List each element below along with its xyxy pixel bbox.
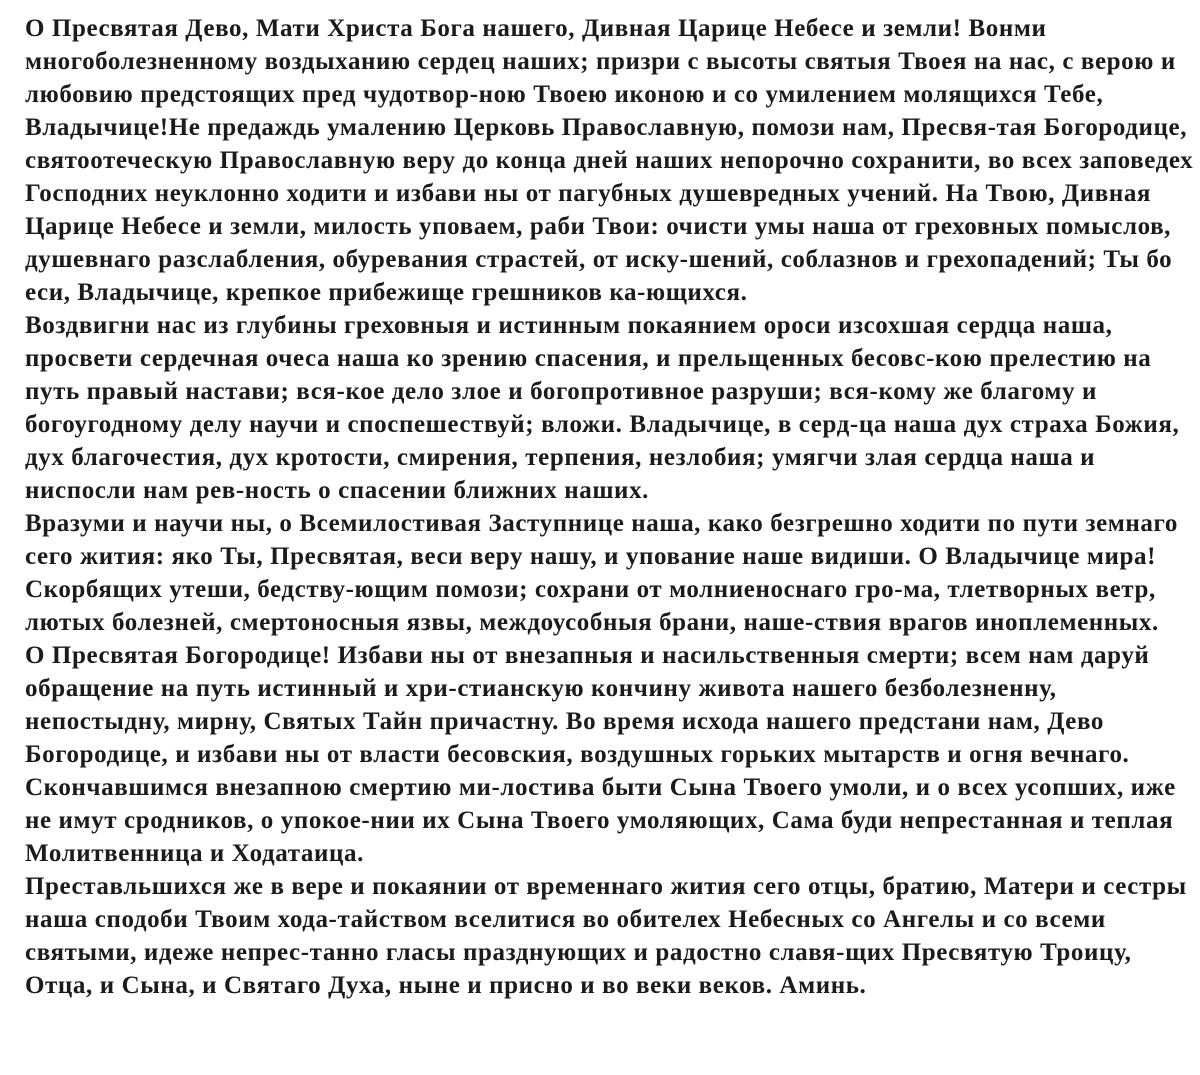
- prayer-paragraph-3: Вразуми и научи ны, о Всемилостивая Заступнице наша, како безгрешно ходити по пути земнаго сего жития: яко Ты, Пресвятая, веси веру нашу, и упование наше видиши. О Владычице мира! Скорбящих утеши, бедству-ющим помози; сохрани от молниеноснаго гро-ма, тлетворных ветр, лютых болезней, смертоносныя язвы, междоусобныя брани, наше-ствия врагов иноплеменных.: [25, 510, 1178, 636]
- prayer-paragraph-4: О Пресвятая Богородице! Избави ны от внезапныя и насильственныя смерти; всем нам даруй обращение на путь истинный и хри-стианскую кончину живота нашего безболезненну, непостыдну, мирну, Святых Тайн причастну. Во время исхода нашего предстани нам, Дево Богородице, и избави ны от власти бесовския, воздушных горьких мытарств и огня вечнаго. Скончавшимся внезапною смертию ми-лостива быти Сына Твоего умоли, и о всех усопших, иже не имут сродников, о упокое-нии их Сына Твоего умоляющих, Сама буди непрестанная и теплая Молитвенница и Ходатаица.: [25, 642, 1176, 867]
- prayer-paragraph-2: Воздвигни нас из глубины греховныя и истинным покаянием ороси изсохшая сердца наша, просвети сердечная очеса наша ко зрению спасения, и прельщенных бесовс-кою прелестию на путь правый настави; вся-кое дело злое и богопротивное разруши; вся-кому же благому и богоугодному делу научи и споспешествуй; вложи. Владычице, в серд-ца наша дух страха Божия, дух благочестия, дух кротости, смирения, терпения, незлобия; умягчи злая сердца наша и ниспосли нам рев-ность о спасении ближних наших.: [25, 312, 1180, 504]
- prayer-paragraph-1: О Пресвятая Дево, Мати Христа Бога нашего, Дивная Царице Небесе и земли! Вонми многоболезненному воздыханию сердец наших; призри с высоты святыя Твоея на нас, с верою и любовию предстоящих пред чудотвор-ною Твоею иконою и со умилением молящихся Тебе, Владычице!Не предаждь умалению Церковь Православную, помози нам, Пресвя-тая Богородице, святоотеческую Православную веру до конца дней наших непорочно сохранити, во всех заповедех Господних неуклонно ходити и избави ны от пагубных душевредных учений. На Твою, Дивная Царице Небесе и земли, милость уповаем, раби Твои: очисти умы наша от греховных помыслов, душевнаго разслабления, обуревания страстей, от иску-шений, соблазнов и грехопадений; Ты бо еси, Владычице, крепкое прибежище грешников ка-ющихся.: [25, 15, 1194, 306]
- prayer-text-block: [25, 12, 1194, 1002]
- prayer-paragraph-5: Преставльшихся же в вере и покаянии от временнаго жития сего отцы, братию, Матери и сестры наша сподоби Твоим хода-тайством вселитися во обителех Небесных со Ангелы и со всеми святыми, идеже непрес-танно гласы празднующих и радостно славя-щих Пресвятую Троицу, Отца, и Сына, и Святаго Духа, ныне и присно и во веки веков. Аминь.: [25, 873, 1187, 999]
